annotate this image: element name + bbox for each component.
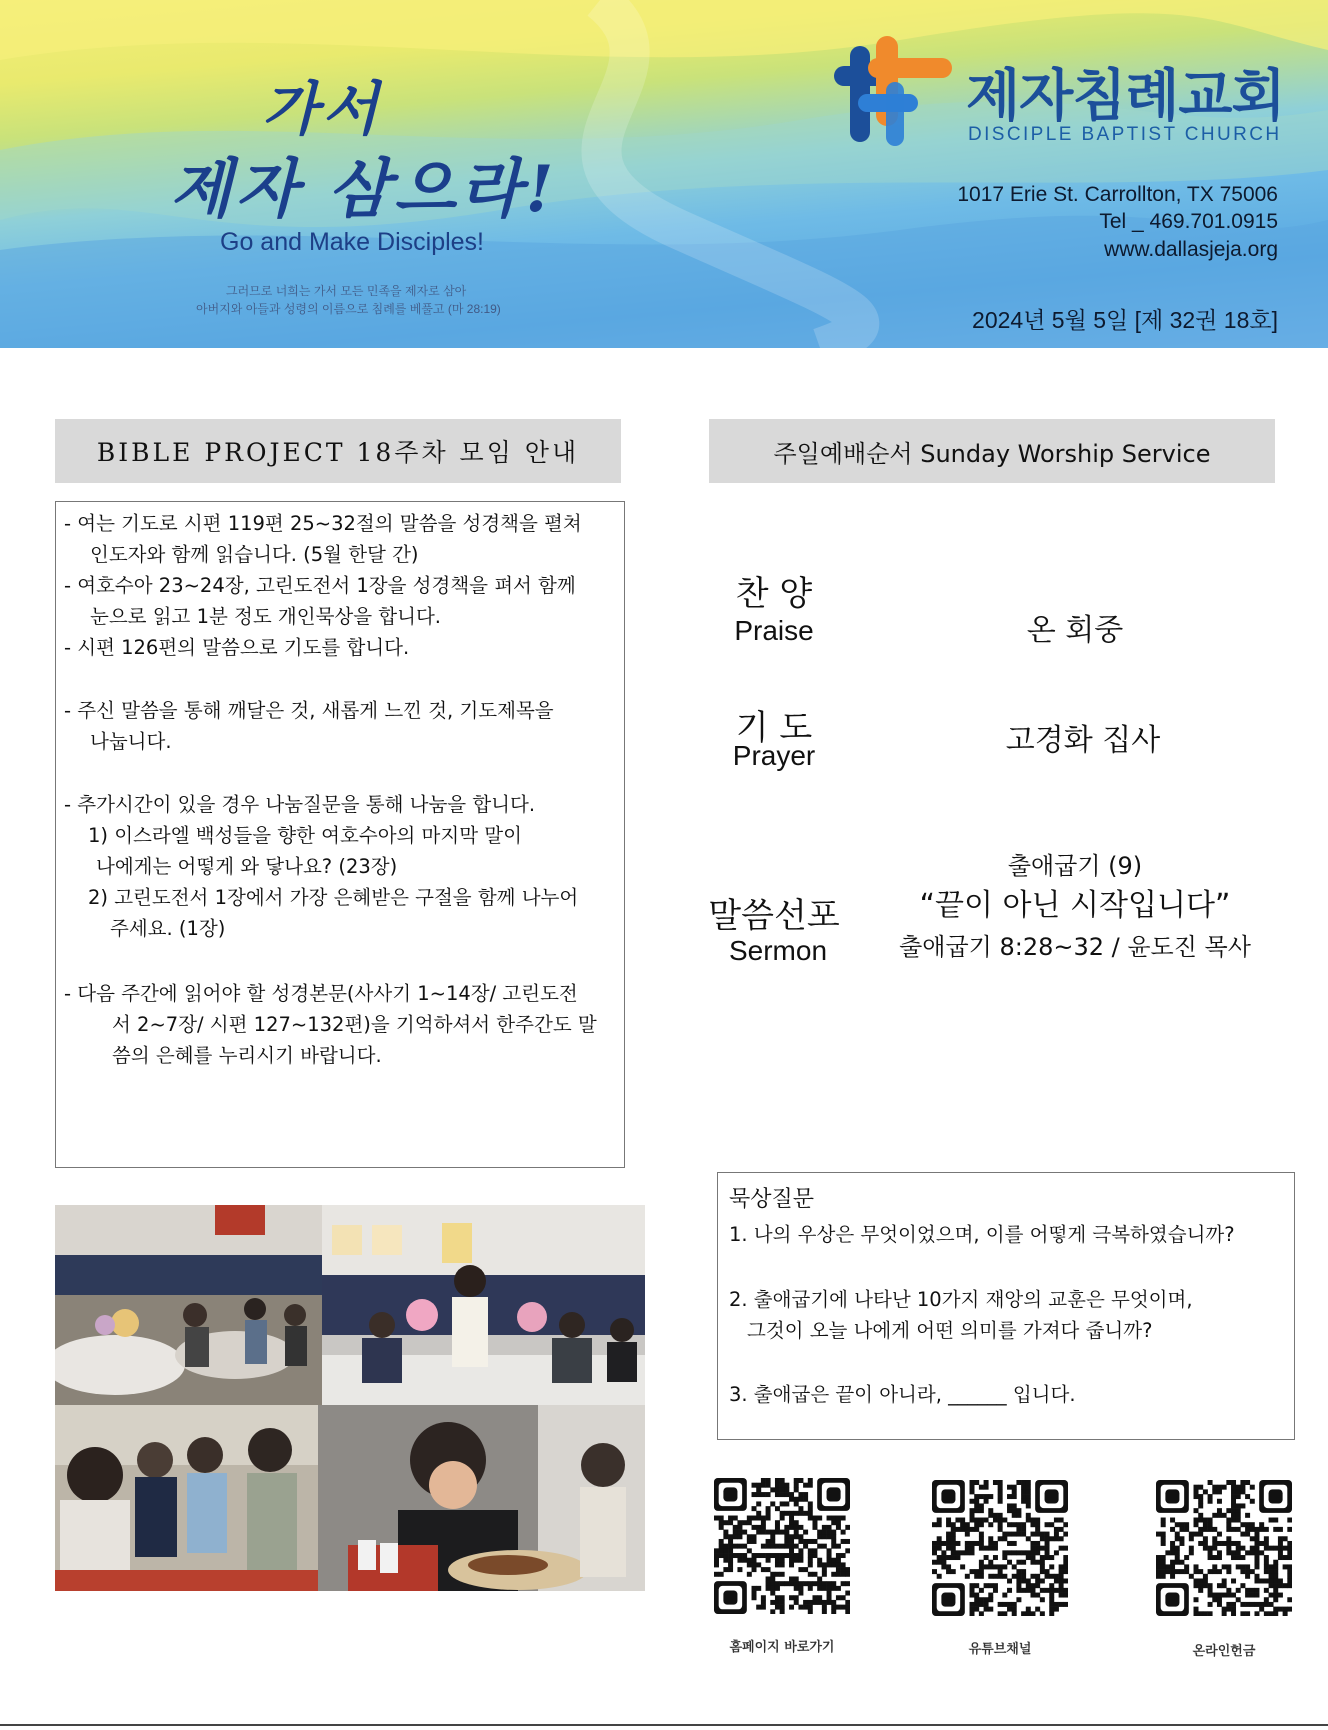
bp-line: 서 2~7장/ 시편 127~132편)을 기억하셔서 한주간도 말 — [112, 1013, 597, 1036]
bp-line: 2) 고린도전서 1장에서 가장 은혜받은 구절을 함께 나누어 — [88, 886, 579, 909]
bible-project-title: BIBLE PROJECT 18주차 모임 안내 — [55, 419, 621, 483]
bp-line: 주세요. (1장) — [110, 917, 226, 940]
bp-line: - 여는 기도로 시편 119편 25~32절의 말씀을 성경책을 펼쳐 — [64, 512, 582, 535]
homepage-qr-code[interactable] — [714, 1478, 850, 1614]
bp-line: 씀의 은혜를 누리시기 바랍니다. — [112, 1044, 382, 1067]
verse-line-1: 그러므로 너희는 가서 모든 민족을 제자로 삼아 — [226, 284, 467, 298]
meditation-title: 묵상질문 — [729, 1187, 815, 1212]
homepage-qr-label: 홈페이지 바로가기 — [729, 1640, 835, 1655]
bp-line: - 시편 126편의 말씀으로 기도를 합니다. — [64, 636, 410, 659]
sermon-title: “끝이 아닌 시작입니다” — [919, 888, 1231, 923]
bottom-divider — [0, 1724, 1328, 1726]
offering-qr-code[interactable] — [1156, 1480, 1292, 1616]
slogan-line-1: 가서 — [262, 75, 383, 143]
sermon-label-en: Sermon — [728, 935, 828, 966]
verse-line-2: 아버지와 아들과 성령의 이름으로 침례를 베풀고 (마 28:19) — [196, 302, 501, 316]
bp-line: 나눕니다. — [90, 730, 172, 753]
bp-line: - 다음 주간에 읽어야 할 성경본문(사사기 1~14장/ 고린도전 — [64, 982, 578, 1005]
bible-project-box — [55, 501, 625, 1168]
church-website[interactable]: www.dallasjeja.org — [1104, 238, 1278, 261]
meditation-question-1: 1. 나의 우상은 무엇이었으며, 이를 어떻게 극복하였습니까? — [729, 1223, 1235, 1246]
praise-label-en: Praise — [734, 615, 814, 646]
slogan-line-2: 제자 삼으라! — [170, 152, 558, 227]
meditation-question-3: 3. 출애굽은 끝이 아니라, ______ 입니다. — [729, 1383, 1076, 1406]
youtube-qr-code[interactable] — [932, 1480, 1068, 1616]
header-banner — [0, 0, 1328, 348]
meditation-questions-box — [717, 1172, 1295, 1440]
bp-line: 나에게는 어떻게 와 닿나요? (23장) — [96, 855, 398, 878]
bp-line: 1) 이스라엘 백성들을 향한 여호수아의 마지막 말이 — [88, 824, 522, 847]
photo-serving-food — [318, 1405, 645, 1591]
worship-order-title: 주일예배순서 Sunday Worship Service — [709, 419, 1275, 483]
church-phone: Tel _ 469.701.0915 — [1099, 210, 1278, 233]
praise-label-ko: 찬 양 — [735, 574, 813, 614]
bp-line: - 주신 말씀을 통해 깨달은 것, 새롭게 느낀 것, 기도제목을 — [64, 699, 554, 722]
slogan-english: Go and Make Disciples! — [220, 228, 485, 256]
prayer-label-ko: 기 도 — [735, 708, 813, 748]
church-name: 제자침례교회 — [966, 64, 1285, 129]
sermon-label-ko: 말씀선포 — [708, 896, 840, 936]
bp-line: 눈으로 읽고 1분 정도 개인묵상을 합니다. — [90, 605, 441, 628]
photo-fellowship-hall — [55, 1205, 322, 1405]
photo-buffet-line — [55, 1405, 318, 1591]
sermon-series: 출애굽기 (9) — [1007, 852, 1143, 880]
prayer-value: 고경화 집사 — [1005, 723, 1161, 758]
youtube-qr-label: 유튜브채널 — [968, 1642, 1032, 1657]
prayer-label-en: Prayer — [732, 740, 816, 771]
fellowship-photos — [55, 1205, 645, 1591]
bp-line: - 추가시간이 있을 경우 나눔질문을 통해 나눔을 합니다. — [64, 793, 536, 816]
church-address: 1017 Erie St. Carrollton, TX 75006 — [957, 183, 1278, 206]
bp-line: - 여호수아 23~24장, 고린도전서 1장을 성경책을 펴서 함께 — [64, 574, 576, 597]
issue-date: 2024년 5월 5일 [제 32권 18호] — [972, 307, 1278, 333]
church-logo-icon — [828, 32, 958, 152]
photo-speaker — [322, 1205, 645, 1405]
meditation-question-2: 2. 출애굽기에 나타난 10가지 재앙의 교훈은 무엇이며, — [729, 1288, 1193, 1311]
sermon-reference: 출애굽기 8:28~32 / 윤도진 목사 — [899, 933, 1251, 961]
church-english-name: DISCIPLE BAPTIST CHURCH — [968, 124, 1282, 145]
praise-value: 온 회중 — [1026, 613, 1124, 648]
bp-line: 인도자와 함께 읽습니다. (5월 한달 간) — [90, 543, 419, 566]
offering-qr-label: 온라인헌금 — [1192, 1644, 1256, 1659]
meditation-question-2-cont: 그것이 오늘 나에게 어떤 의미를 가져다 줍니까? — [747, 1319, 1153, 1342]
